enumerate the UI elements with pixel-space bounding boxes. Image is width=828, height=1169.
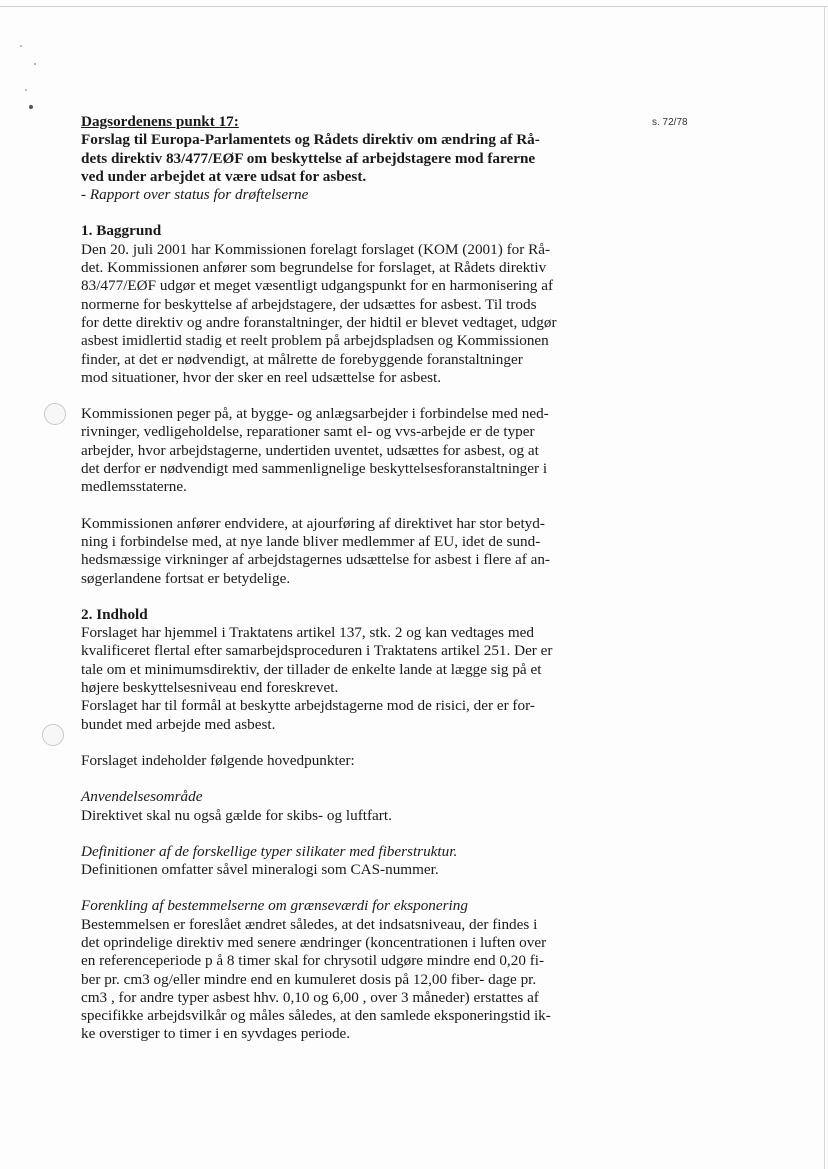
text-line: mod situationer, hvor der sker en reel udsættelse for asbest. xyxy=(81,368,441,386)
document-title-line: ved under arbejdet at være udsat for asbest. xyxy=(81,167,367,185)
punch-hole-upper xyxy=(44,403,66,425)
subheading-forenkling: Forenkling af bestemmelserne om grænseværdi for eksponering xyxy=(81,897,468,915)
document-title-line: Forslag til Europa-Parlamentets og Rådets direktiv om ændring af Rå- xyxy=(81,131,540,149)
subheading-definitioner: Definitioner af de forskellige typer silikater med fiberstruktur. xyxy=(81,842,458,860)
text-line: Kommissionen anfører endvidere, at ajourføring af direktivet har stor betyd- xyxy=(81,514,545,532)
text-line: det oprindelige direktiv med senere ændringer (koncentrationen i luften over xyxy=(81,933,547,951)
text-line: søgerlandene fortsat er betydelige. xyxy=(81,569,291,587)
text-line: finder, at det er nødvendigt, at målrette de forebyggende foranstaltninger xyxy=(81,350,523,368)
text-line: normerne for beskyttelse af arbejdstagere, der udsættes for asbest. Til trods xyxy=(81,295,537,313)
document-body xyxy=(81,113,601,1044)
scan-top-edge xyxy=(0,6,828,7)
text-line: højere beskyttelsesniveau end foreskrevet. xyxy=(81,679,339,697)
text-line: Forslaget indeholder følgende hovedpunkter: xyxy=(81,751,355,769)
section-heading-indhold: 2. Indhold xyxy=(81,605,148,623)
text-line: Bestemmelsen er foreslået ændret således, at det indsatsniveau, der findes i xyxy=(81,915,538,933)
text-line: bundet med arbejde med asbest. xyxy=(81,715,276,733)
text-line: Direktivet skal nu også gælde for skibs- og luftfart. xyxy=(81,806,392,824)
page-number: s. 72/78 xyxy=(652,117,688,128)
text-line: Den 20. juli 2001 har Kommissionen forelagt forslaget (KOM (2001) for Rå- xyxy=(81,240,551,258)
text-line: arbejder, hvor arbejdstagerne, undertiden uventet, udsættes for asbest, og at xyxy=(81,441,539,459)
text-line: ber pr. cm3 og/eller mindre end en kumuleret dosis på 12,00 fiber- dage pr. xyxy=(81,970,537,988)
text-line: tale om et minimumsdirektiv, der tillader de enkelte lande at lægge sig på et xyxy=(81,660,542,678)
text-line: kvalificeret flertal efter samarbejdsproceduren i Traktatens artikel 251. Der er xyxy=(81,642,553,660)
text-line: 83/477/EØF udgør et meget væsentligt udgangspunkt for en harmonisering af xyxy=(81,277,553,295)
text-line: hedsmæssige virkninger af arbejdstagernes udsættelse for asbest i flere af an- xyxy=(81,551,550,569)
punch-hole-lower xyxy=(42,724,64,746)
scan-speck xyxy=(25,89,27,91)
text-line: Kommissionen peger på, at bygge- og anlægsarbejder i forbindelse med ned- xyxy=(81,405,549,423)
text-line: ning i forbindelse med, at nye lande bliver medlemmer af EU, idet de sund- xyxy=(81,532,541,550)
text-line: rivninger, vedligeholdelse, reparationer samt el- og vvs-arbejde er de typer xyxy=(81,423,535,441)
text-line: Definitionen omfatter såvel mineralogi som CAS-nummer. xyxy=(81,861,439,879)
text-line: Forslaget har hjemmel i Traktatens artikel 137, stk. 2 og kan vedtages med xyxy=(81,624,535,642)
section-heading-baggrund: 1. Baggrund xyxy=(81,222,162,240)
scan-speck xyxy=(34,63,36,65)
text-line: ke overstiger to timer i en syvdages periode. xyxy=(81,1025,351,1043)
document-subtitle: - Rapport over status for drøftelserne xyxy=(81,186,309,204)
scan-speck xyxy=(29,105,33,109)
text-line: asbest imidlertid stadig et reelt problem på arbejdspladsen og Kommissionen xyxy=(81,332,549,350)
subheading-anvendelsesomraade: Anvendelsesområde xyxy=(81,788,203,806)
text-line: en referenceperiode p å 8 timer skal for chrysotil udgøre mindre end 0,20 fi- xyxy=(81,952,545,970)
text-line: det derfor er nødvendigt med sammenlignelige beskyttelsesforanstaltninger i xyxy=(81,460,548,478)
text-line: Forslaget har til formål at beskytte arbejdstagerne mod de risici, der er for- xyxy=(81,697,535,715)
text-line: specifikke arbejdsvilkår og måles således, at den samlede eksponeringstid ik- xyxy=(81,1007,551,1025)
scan-speck xyxy=(20,45,22,47)
text-line: det. Kommissionen anfører som begrundelse for forslaget, at Rådets direktiv xyxy=(81,259,547,277)
text-line: medlemsstaterne. xyxy=(81,478,187,496)
scan-right-edge xyxy=(824,6,825,1169)
text-line: cm3 , for andre typer asbest hhv. 0,10 og 6,00 , over 3 måneder) erstattes af xyxy=(81,988,539,1006)
text-line: for dette direktiv og andre foranstaltninger, der hidtil er blevet vedtaget, udgør xyxy=(81,313,557,331)
document-title-line: dets direktiv 83/477/EØF om beskyttelse af arbejdstagere mod farerne xyxy=(81,149,536,167)
agenda-item: Dagsordenens punkt 17: xyxy=(81,113,239,130)
